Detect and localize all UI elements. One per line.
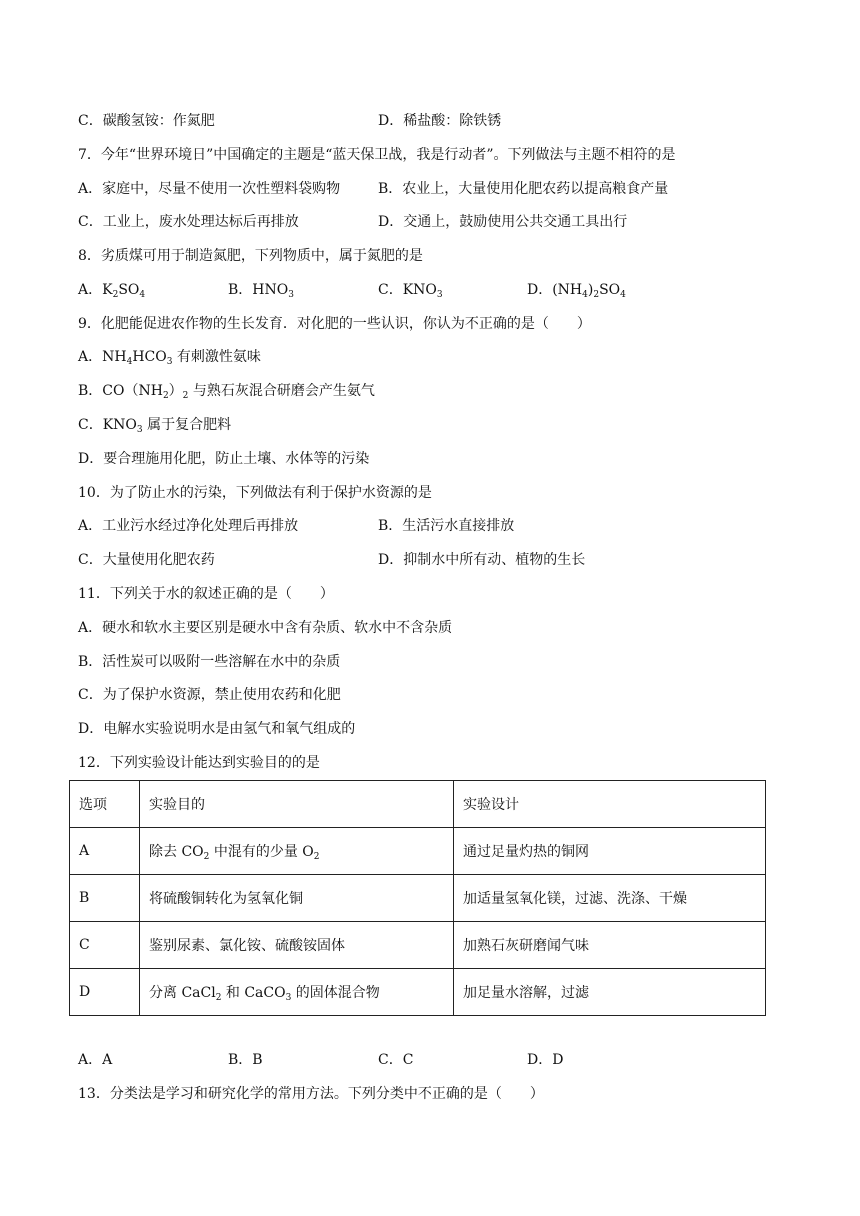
- q10-option-c: C．大量使用化肥农药: [78, 552, 215, 568]
- table-row: [70, 828, 766, 875]
- option-d-line: D．稀盐酸：除铁锈: [378, 113, 502, 129]
- row-design: 加熟石灰研磨闻气味: [454, 922, 766, 969]
- row-option: D: [70, 969, 140, 1016]
- row-purpose: 鉴别尿素、氯化铵、硫酸铵固体: [140, 922, 454, 969]
- q8-option-a: A．$K_2SO_4$: [78, 282, 146, 300]
- question-11: 11．下列关于水的叙述正确的是（ ）: [78, 586, 334, 602]
- question-13: 13．分类法是学习和研究化学的常用方法。下列分类中不正确的是（ ）: [78, 1086, 544, 1102]
- q7-option-c: C．工业上，废水处理达标后再排放: [78, 214, 299, 230]
- q7-option-d: D．交通上，鼓励使用公共交通工具出行: [378, 214, 628, 230]
- row-purpose: 将硫酸铜转化为氢氧化铜: [140, 875, 454, 922]
- q11-option-a: A．硬水和软水主要区别是硬水中含有杂质、软水中不含杂质: [78, 620, 453, 636]
- row-purpose: 分离 CaCl$_2$ 和 CaCO$_3$ 的固体混合物: [140, 969, 454, 1016]
- row-option: B: [70, 875, 140, 922]
- q11-option-c: C．为了保护水资源，禁止使用农药和化肥: [78, 687, 341, 703]
- question-10: 10．为了防止水的污染，下列做法有利于保护水资源的是: [78, 485, 432, 501]
- q9-option-a: A．$NH_4HCO_3$ 有刺激性氨味: [78, 349, 261, 367]
- q11-option-d: D．电解水实验说明水是由氢气和氧气组成的: [78, 721, 356, 737]
- q10-option-b: B．生活污水直接排放: [378, 518, 515, 534]
- row-purpose: 除去 $CO_2$ 中混有的少量 $O_2$: [140, 828, 454, 875]
- q11-option-b: B．活性炭可以吸附一些溶解在水中的杂质: [78, 654, 341, 670]
- header-option: 选项: [70, 781, 140, 828]
- q12-option-b: B．B: [228, 1052, 263, 1068]
- q12-option-d: D．D: [527, 1052, 564, 1068]
- question-8: 8．劣质煤可用于制造氮肥，下列物质中，属于氮肥的是: [78, 248, 423, 264]
- row-option: A: [70, 828, 140, 875]
- q10-option-d: D．抑制水中所有动、植物的生长: [378, 552, 586, 568]
- q12-option-c: C．C: [378, 1052, 414, 1068]
- q9-option-b: B．$CO(NH_2)_2$ 与熟石灰混合研磨会产生氨气: [78, 383, 375, 401]
- table-header-row: [70, 781, 766, 828]
- header-design: 实验设计: [454, 781, 766, 828]
- q7-option-b: B．农业上，大量使用化肥农药以提高粮食产量: [378, 181, 669, 197]
- table-row: [70, 875, 766, 922]
- header-purpose: 实验目的: [140, 781, 454, 828]
- experiment-table: [69, 780, 766, 1016]
- row-design: 加足量水溶解，过滤: [454, 969, 766, 1016]
- row-design: 通过足量灼热的铜网: [454, 828, 766, 875]
- q8-option-d: D．$(NH_4)_2SO_4$: [527, 282, 626, 300]
- row-design: 加适量氢氧化镁，过滤、洗涤、干燥: [454, 875, 766, 922]
- question-7: 7．今年“世界环境日”中国确定的主题是“蓝天保卫战，我是行动者”。下列做法与主题不相符的是: [78, 147, 676, 163]
- q12-option-a: A．A: [78, 1052, 113, 1068]
- option-c-line: C．碳酸氢铵：作氮肥: [78, 113, 215, 129]
- table-row: [70, 969, 766, 1016]
- question-9: 9．化肥能促进农作物的生长发育．对化肥的一些认识，你认为不正确的是（ ）: [78, 316, 591, 332]
- q8-option-b: B．$HNO_3$: [228, 282, 294, 300]
- table-row: [70, 922, 766, 969]
- q8-option-c: C．$KNO_3$: [378, 282, 443, 300]
- question-12: 12．下列实验设计能达到实验目的的是: [78, 755, 320, 771]
- q9-option-c: C．$KNO_3$ 属于复合肥料: [78, 417, 232, 435]
- q7-option-a: A．家庭中，尽量不使用一次性塑料袋购物: [78, 181, 341, 197]
- q9-option-d: D．要合理施用化肥，防止土壤、水体等的污染: [78, 451, 370, 467]
- row-option: C: [70, 922, 140, 969]
- q10-option-a: A．工业污水经过净化处理后再排放: [78, 518, 299, 534]
